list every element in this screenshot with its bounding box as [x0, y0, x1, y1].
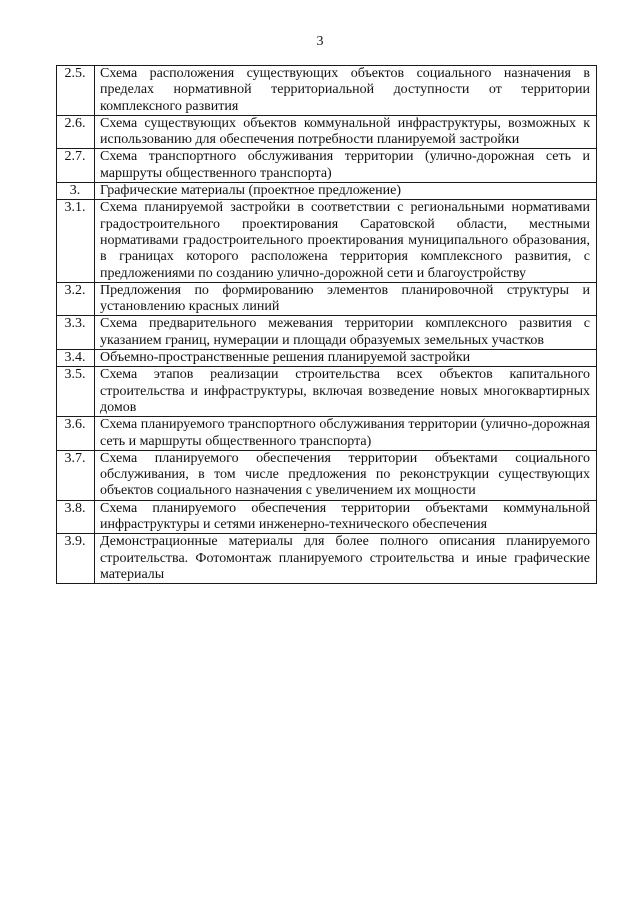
item-description: Графические материалы (проектное предложение)	[95, 183, 597, 200]
table-row	[57, 183, 597, 200]
document-table	[56, 65, 597, 584]
item-description: Предложения по формированию элементов планировочной структуры и установлению красных линий	[95, 282, 597, 316]
table-row	[57, 534, 597, 584]
item-description: Схема существующих объектов коммунальной инфраструктуры, возможных к использованию для обеспечения потребности планируемой застройки	[95, 115, 597, 149]
table-row	[57, 316, 597, 350]
item-description: Схема планируемого обеспечения территории объектами коммунальной инфраструктуры и сетями инженерно-технического обеспечения	[95, 500, 597, 534]
table-row	[57, 350, 597, 367]
item-number: 3.8.	[57, 500, 95, 534]
table-row	[57, 500, 597, 534]
item-description: Схема этапов реализации строительства всех объектов капитального строительства и инфраструктуры, включая возведение новых многоквартирных домов	[95, 367, 597, 417]
item-description: Схема планируемого обеспечения территории объектами социального обслуживания, в том числе предложения по реконструкции существующих объектов социального назначения с увеличением их мощности	[95, 450, 597, 500]
item-description: Схема планируемой застройки в соответствии с региональными нормативами градостроительного проектирования Саратовской области, местными нормативами градостроительного проектирования муниципального образования, в границах которого расположена территория комплексного развития, с предложениями по созданию улично-дорожной сети и благоустройству	[95, 200, 597, 282]
item-number: 2.5.	[57, 66, 95, 116]
page-number: 3	[316, 34, 324, 49]
table-row	[57, 200, 597, 282]
item-number: 3.5.	[57, 367, 95, 417]
item-number: 3.7.	[57, 450, 95, 500]
table-row	[57, 450, 597, 500]
table-row	[57, 149, 597, 183]
item-number: 3.9.	[57, 534, 95, 584]
item-number: 3.4.	[57, 350, 95, 367]
table-row	[57, 367, 597, 417]
item-description: Схема предварительного межевания территории комплексного развития с указанием границ, нумерации и площади образуемых земельных участков	[95, 316, 597, 350]
item-number: 3.1.	[57, 200, 95, 282]
item-number: 3.	[57, 183, 95, 200]
item-description: Объемно-пространственные решения планируемой застройки	[95, 350, 597, 367]
item-description: Схема планируемого транспортного обслуживания территории (улично-дорожная сеть и маршруты общественного транспорта)	[95, 417, 597, 451]
item-description: Схема расположения существующих объектов социального назначения в пределах нормативной территориальной доступности от территории комплексного развития	[95, 66, 597, 116]
item-description: Схема транспортного обслуживания территории (улично-дорожная сеть и маршруты общественного транспорта)	[95, 149, 597, 183]
table-row	[57, 115, 597, 149]
table-row	[57, 66, 597, 116]
table-row	[57, 282, 597, 316]
item-number: 3.6.	[57, 417, 95, 451]
item-number: 3.3.	[57, 316, 95, 350]
table-body	[57, 66, 597, 584]
table-row	[57, 417, 597, 451]
item-description: Демонстрационные материалы для более полного описания планируемого строительства. Фотомонтаж планируемого строительства и иные графические материалы	[95, 534, 597, 584]
item-number: 3.2.	[57, 282, 95, 316]
item-number: 2.7.	[57, 149, 95, 183]
item-number: 2.6.	[57, 115, 95, 149]
